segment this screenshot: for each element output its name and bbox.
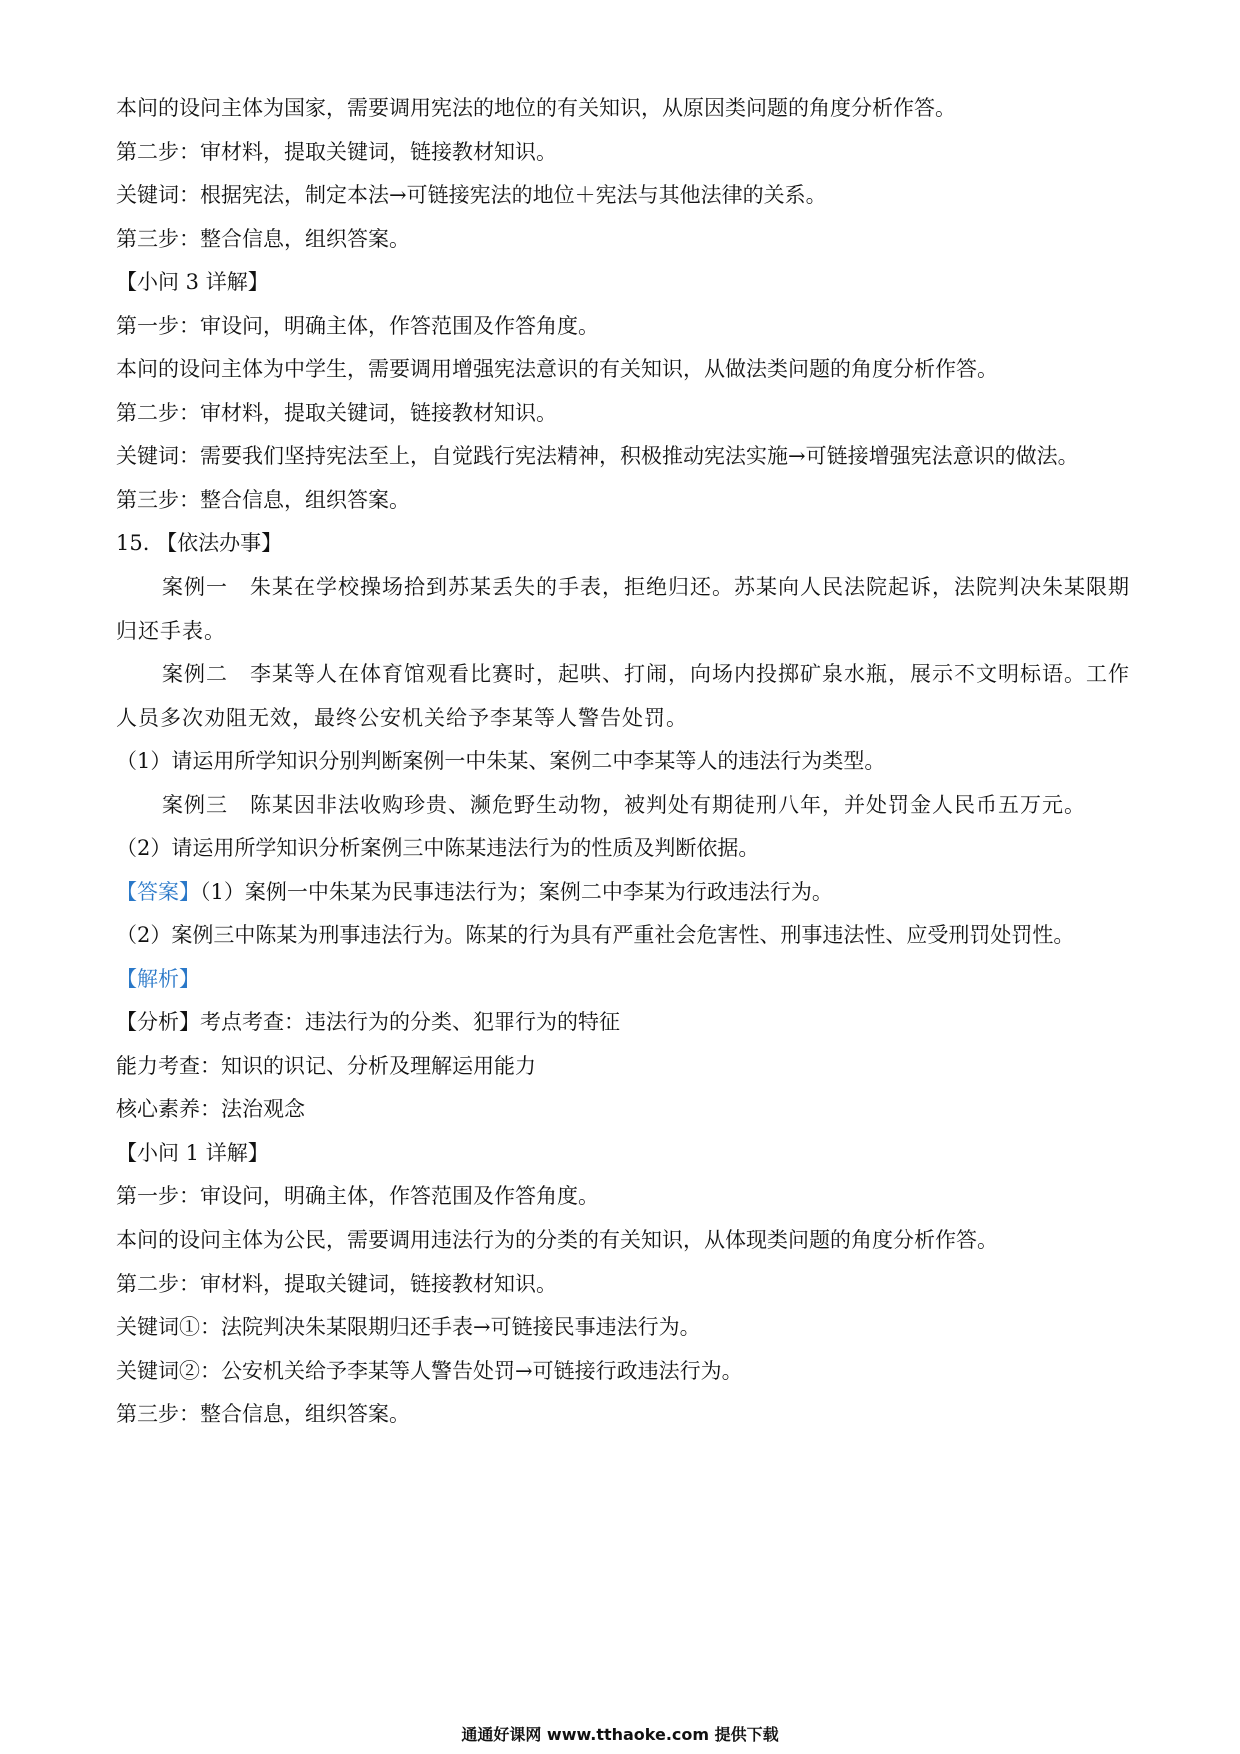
text-line: 关键词①：法院判决朱某限期归还手表→可链接民事违法行为。 (116, 1315, 701, 1339)
case-one-text: 案例一 朱某在学校操场拾到苏某丢失的手表，拒绝归还。苏某向人民法院起诉，法院判决朱某限期 (162, 575, 1130, 599)
question-one: （1）请运用所学知识分别判断案例一中朱某、案例二中李某等人的违法行为类型。 (116, 749, 886, 773)
text-line: 关键词：根据宪法，制定本法→可链接宪法的地位＋宪法与其他法律的关系。 (116, 183, 827, 207)
analysis-label: 【解析】 (116, 967, 200, 991)
text-line: 关键词：需要我们坚持宪法至上，自觉践行宪法精神，积极推动宪法实施→可链接增强宪法意识的做法。 (116, 444, 1079, 468)
text-line: 第三步：整合信息，组织答案。 (116, 488, 410, 512)
page-footer: 通通好课网 www.tthaoke.com 提供下载 (461, 1725, 779, 1744)
text-line: 关键词②：公安机关给予李某等人警告处罚→可链接行政违法行为。 (116, 1359, 743, 1383)
answer-label: 【答案】 (116, 880, 200, 904)
case-two-text: 案例二 李某等人在体育馆观看比赛时，起哄、打闹，向场内投掷矿泉水瓶，展示不文明标语。工作 (162, 662, 1130, 686)
case-three-text: 案例三 陈某因非法收购珍贵、濒危野生动物，被判处有期徒刑八年，并处罚金人民币五万元。 (162, 793, 1086, 817)
analysis-summary: 【分析】考点考查：违法行为的分类、犯罪行为的特征 (116, 1010, 620, 1034)
text-line: 第三步：整合信息，组织答案。 (116, 227, 410, 251)
text-line: 第二步：审材料，提取关键词，链接教材知识。 (116, 140, 557, 164)
text-line: 第二步：审材料，提取关键词，链接教材知识。 (116, 401, 557, 425)
text-line: 核心素养：法治观念 (116, 1097, 305, 1121)
answer-line-one (116, 878, 1126, 906)
text-line: 第一步：审设问，明确主体，作答范围及作答角度。 (116, 314, 599, 338)
text-line: 本问的设问主体为国家，需要调用宪法的地位的有关知识，从原因类问题的角度分析作答。 (116, 96, 956, 120)
section-heading: 【小问 1 详解】 (116, 1141, 269, 1165)
answer-line-two: （2）案例三中陈某为刑事违法行为。陈某的行为具有严重社会危害性、刑事违法性、应受刑罚处罚性。 (116, 923, 1075, 947)
text-line: 本问的设问主体为公民，需要调用违法行为的分类的有关知识，从体现类问题的角度分析作答。 (116, 1228, 998, 1252)
text-line: 第二步：审材料，提取关键词，链接教材知识。 (116, 1272, 557, 1296)
text-line: 第一步：审设问，明确主体，作答范围及作答角度。 (116, 1184, 599, 1208)
question-two: （2）请运用所学知识分析案例三中陈某违法行为的性质及判断依据。 (116, 836, 760, 860)
text-line: 本问的设问主体为中学生，需要调用增强宪法意识的有关知识，从做法类问题的角度分析作答。 (116, 357, 998, 381)
case-one-text-continued: 归还手表。 (116, 619, 226, 643)
text-line: 第三步：整合信息，组织答案。 (116, 1402, 410, 1426)
section-heading: 【小问 3 详解】 (116, 270, 269, 294)
case-two-text-continued: 人员多次劝阻无效，最终公安机关给予李某等人警告处罚。 (116, 706, 688, 730)
text-line: 能力考查：知识的识记、分析及理解运用能力 (116, 1054, 536, 1078)
answer-text-one: （1）案例一中朱某为民事违法行为；案例二中李某为行政违法行为。 (200, 880, 833, 904)
question-heading: 15. 【依法办事】 (116, 531, 283, 555)
